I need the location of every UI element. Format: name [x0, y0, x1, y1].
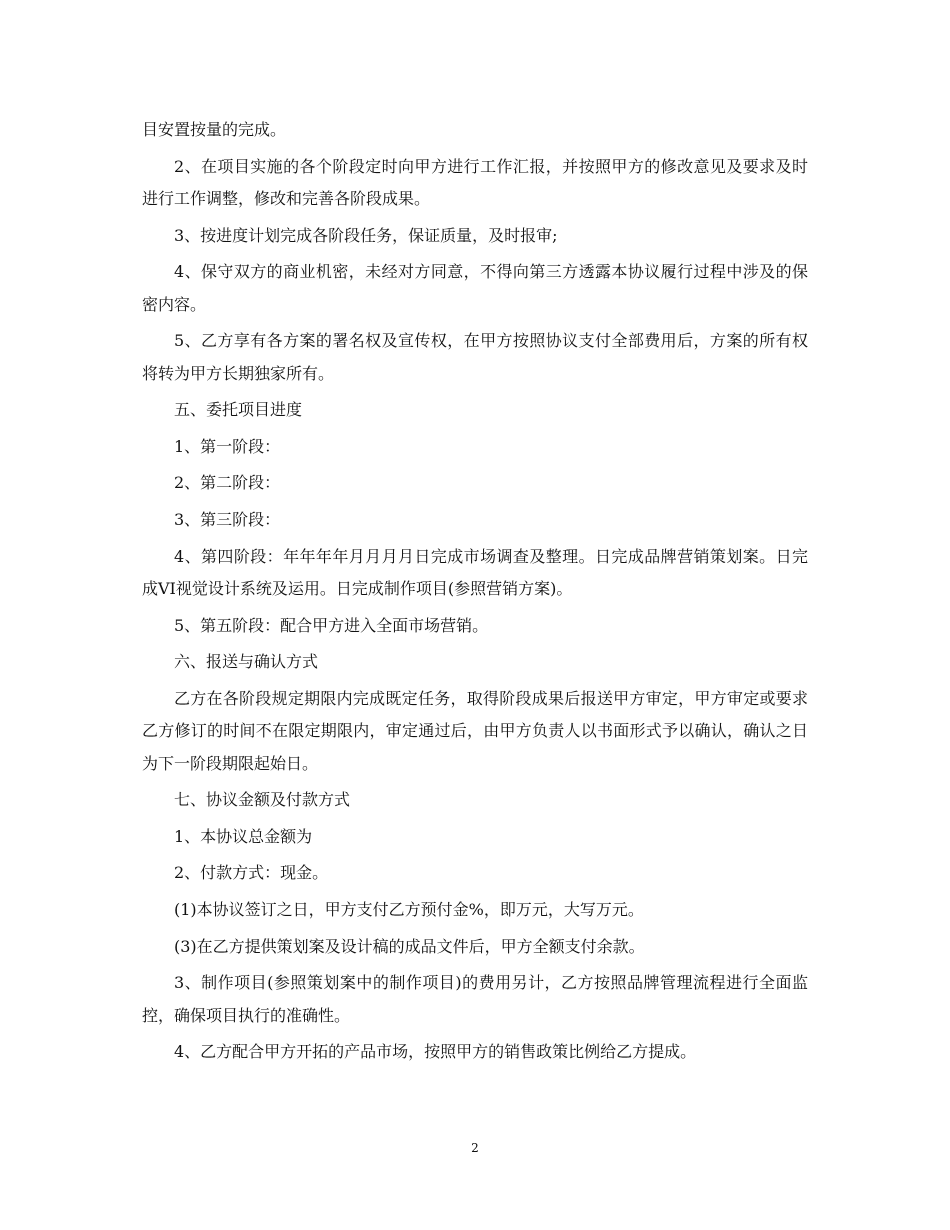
document-body — [142, 114, 808, 1073]
paragraph: 2、在项目实施的各个阶段定时向甲方进行工作汇报，并按照甲方的修改意见及要求及时进行工作调整，修改和完善各阶段成果。 — [142, 156, 808, 208]
paragraph: 目安置按量的完成。 — [142, 120, 287, 139]
paragraph: (3)在乙方提供策划案及设计稿的成品文件后，甲方全额支付余款。 — [174, 936, 645, 956]
paragraph: 2、付款方式：现金。 — [174, 863, 329, 883]
paragraph: 4、第四阶段：年年年年月月月月日完成市场调查及整理。日完成品牌营销策划案。日完成VI视觉设计系统及运用。日完成制作项目(参照营销方案)。 — [142, 546, 808, 598]
paragraph: 五、委托项目进度 — [174, 400, 303, 420]
paragraph: 4、保守双方的商业机密，未经对方同意，不得向第三方透露本协议履行过程中涉及的保密内容。 — [142, 262, 808, 314]
paragraph: 5、乙方享有各方案的署名权及宣传权，在甲方按照协议支付全部费用后，方案的所有权将转为甲方长期独家所有。 — [142, 331, 808, 383]
paragraph: 2、第二阶段： — [174, 473, 281, 493]
paragraph: 1、本协议总金额为 — [174, 826, 313, 846]
paragraph: 1、第一阶段： — [174, 436, 281, 456]
paragraph: 3、第三阶段： — [174, 509, 281, 529]
paragraph: 3、制作项目(参照策划案中的制作项目)的费用另计，乙方按照品牌管理流程进行全面监控，确保项目执行的准确性。 — [142, 973, 808, 1025]
paragraph: (1)本协议签订之日，甲方支付乙方预付金%，即万元，大写万元。 — [174, 899, 644, 919]
page-number: 2 — [471, 1141, 479, 1155]
paragraph: 3、按进度计划完成各阶段任务，保证质量，及时报审; — [174, 225, 558, 245]
paragraph: 5、第五阶段：配合甲方进入全面市场营销。 — [174, 615, 489, 635]
paragraph: 七、协议金额及付款方式 — [174, 790, 351, 810]
paragraph: 六、报送与确认方式 — [174, 652, 319, 672]
paragraph: 乙方在各阶段规定期限内完成既定任务，取得阶段成果后报送甲方审定，甲方审定或要求乙方修订的时间不在限定期限内，审定通过后，由甲方负责人以书面形式予以确认，确认之日为下一阶段期限起始日。 — [142, 688, 808, 773]
paragraph: 4、乙方配合甲方开拓的产品市场，按照甲方的销售政策比例给乙方提成。 — [174, 1042, 697, 1062]
